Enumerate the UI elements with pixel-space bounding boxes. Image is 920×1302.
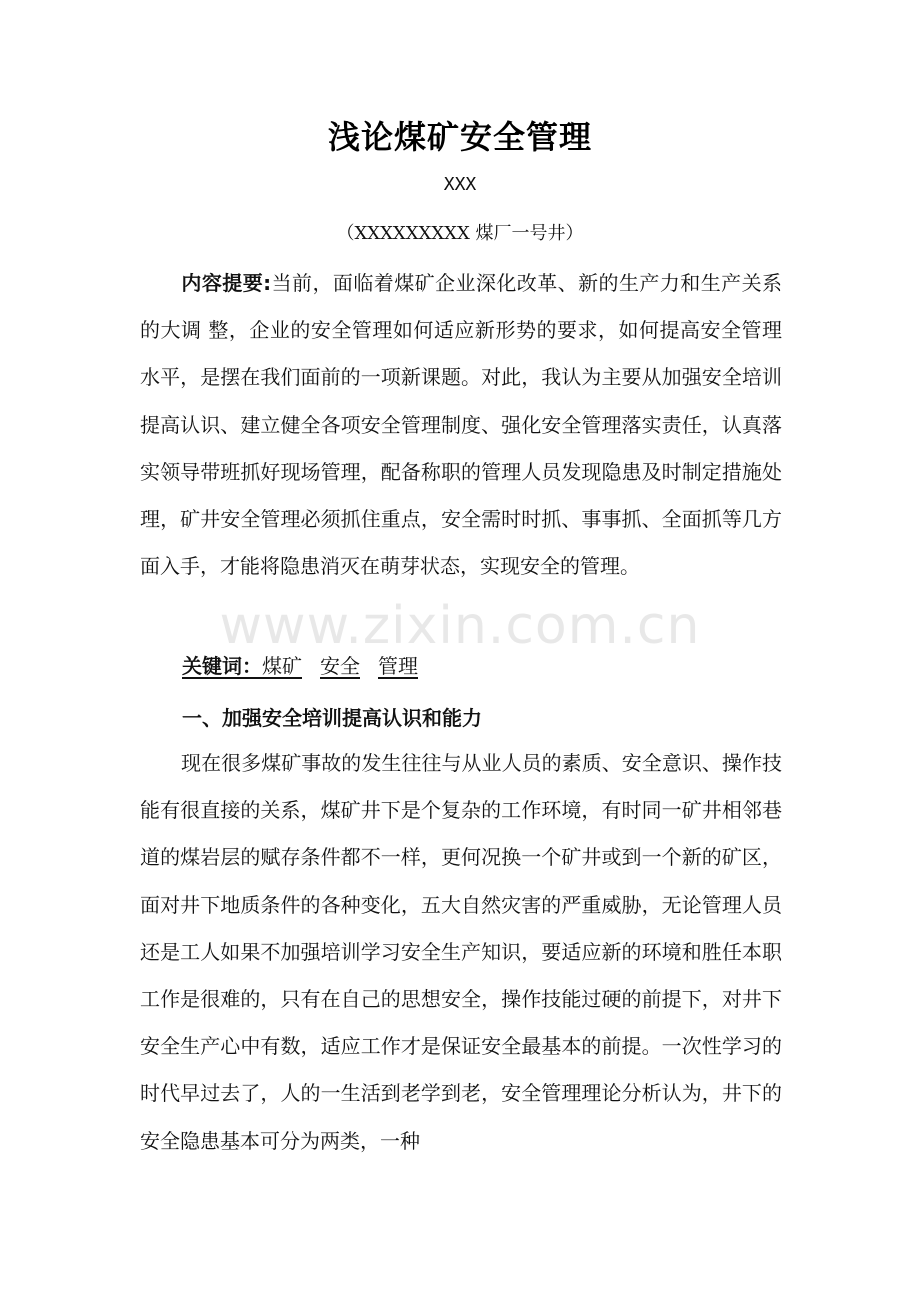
keyword-item: 安全	[320, 654, 360, 678]
section-paragraph	[140, 740, 782, 1165]
abstract-text: 当前，面临着煤矿企业深化改革、新的生产力和生产关系的大调 整，企业的安全管理如何适应新形势的要求，如何提高安全管理水平，是摆在我们面前的一项新课题。对此，我认为主要从加强安全培训提高认识、建立健全各项安全管理制度、强化安全管理落实责任，认真落实领导带班抓好现场管理，配备称职的管理人员发现隐患及时制定措施处理，矿井安全管理必须抓住重点，安全需时时抓、事事抓、全面抓等几方面入手，才能将隐患消灭在萌芽状态，实现安全的管理。	[140, 271, 783, 579]
watermark-text: www.zixin.com.cn	[219, 596, 701, 656]
author-name: XXX	[443, 174, 477, 195]
abstract-paragraph	[140, 260, 782, 590]
section-text: 现在很多煤矿事故的发生往往与从业人员的素质、安全意识、操作技能有很直接的关系，煤矿井下是个复杂的工作环境，有时同一矿井相邻巷道的煤岩层的赋存条件都不一样，更何况换一个矿井或到一个新的矿区，面对井下地质条件的各种变化，五大自然灾害的严重威胁，无论管理人员还是工人如果不加强培训学习安全生产知识，要适应新的环境和胜任本职工作是很难的，只有在自己的思想安全，操作技能过硬的前提下，对井下安全生产心中有数，适应工作才是保证安全最基本的前提。一次性学习的时代早过去了，人的一生活到老学到老，安全管理理论分析认为，井下的安全隐患基本可分为两类，一种	[140, 751, 782, 1153]
document-title: 浅论煤矿安全管理	[327, 118, 592, 156]
author-affiliation: （XXXXXXXXX 煤厂一号井）	[336, 223, 584, 244]
abstract-label: 内容提要:	[181, 271, 272, 295]
keyword-item: 管理	[378, 654, 418, 678]
section-heading: 一、加强安全培训提高认识和能力	[182, 706, 482, 730]
keywords-label: 关键词：	[182, 654, 262, 678]
keyword-item: 煤矿	[262, 654, 302, 678]
keywords-line	[182, 648, 418, 684]
